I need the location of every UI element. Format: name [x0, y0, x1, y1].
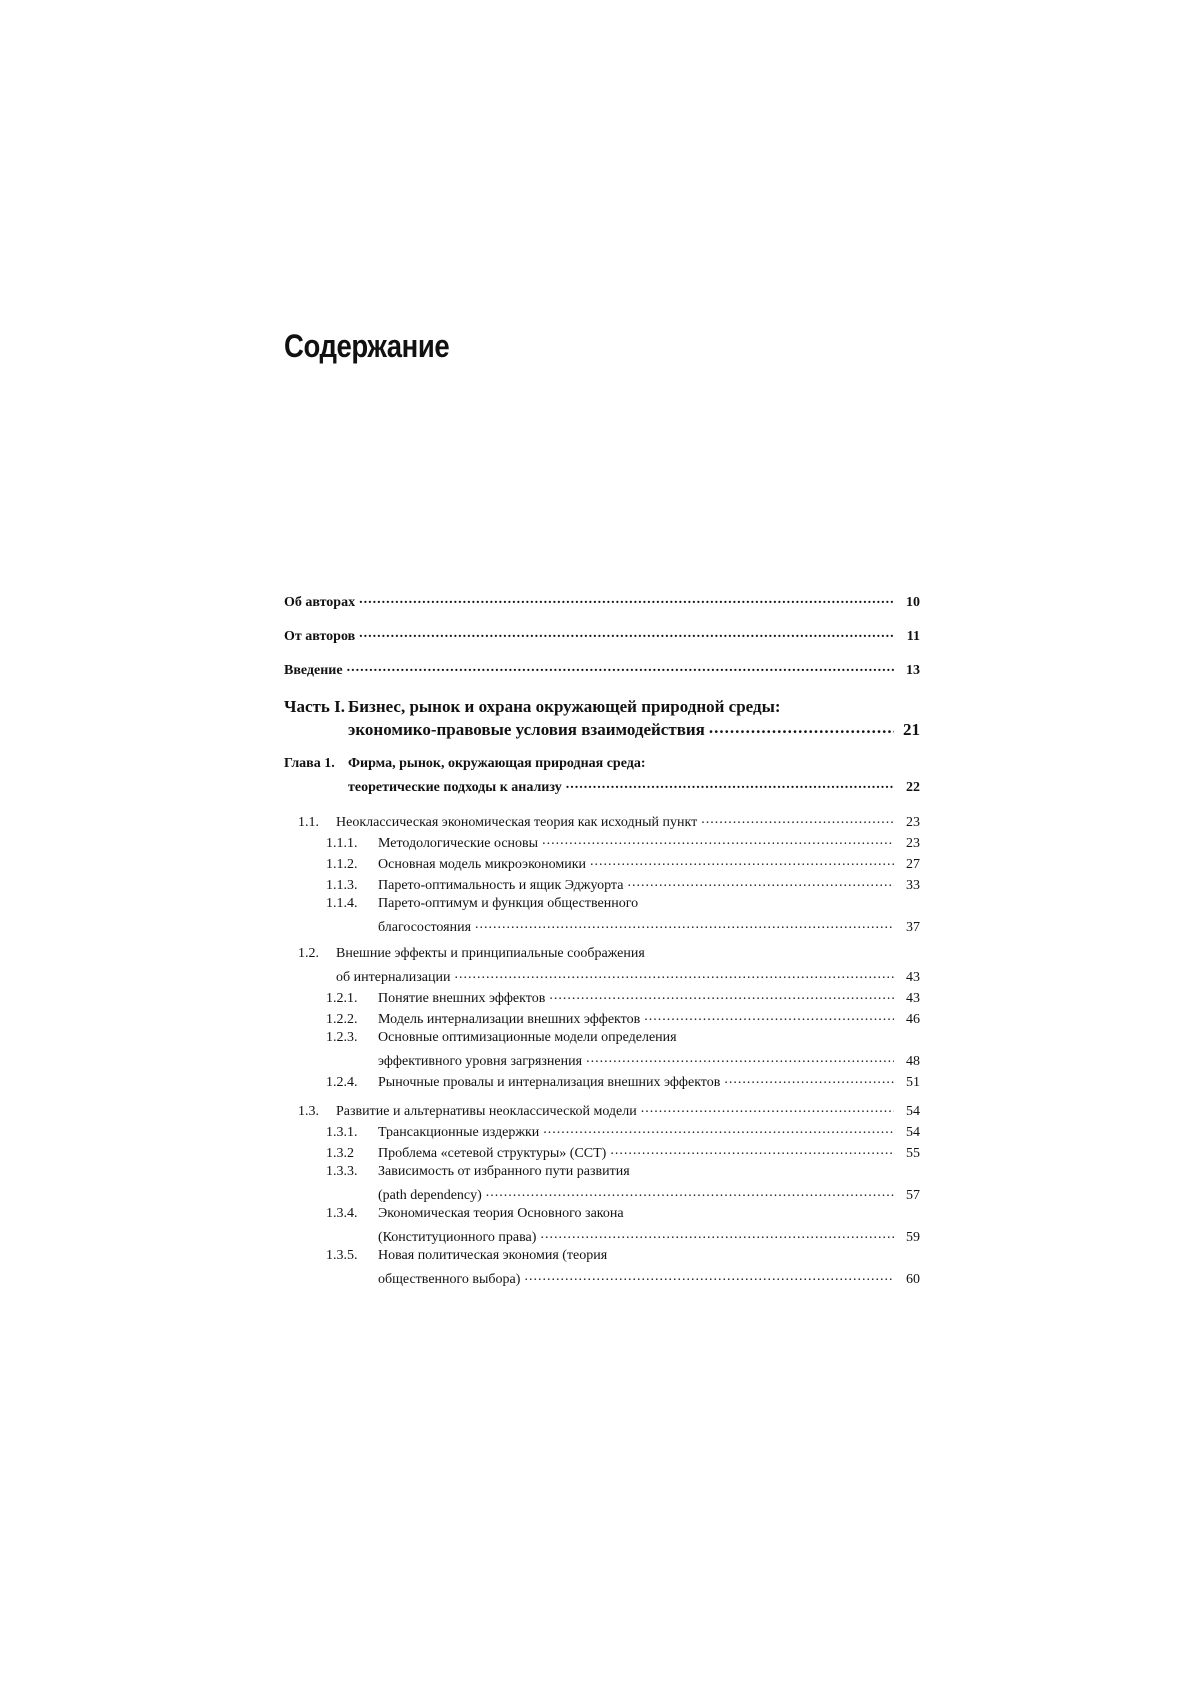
toc-subsection-title: Новая политическая экономия (теория — [378, 1248, 608, 1263]
toc-subsection-title: Проблема «сетевой структуры» (ССТ) — [378, 1146, 607, 1161]
toc-subsection-1-3-5-cont[interactable] — [326, 1269, 920, 1288]
toc-subsection-title: Рыночные провалы и интернализация внешних эффектов — [378, 1075, 721, 1090]
toc-part-label: Часть I. — [284, 697, 345, 716]
dot-leader — [641, 1101, 894, 1115]
toc-section-title: Внешние эффекты и принципиальные соображения — [336, 946, 645, 961]
toc-part-heading[interactable] — [284, 697, 920, 717]
toc-subsection-number: 1.1.3. — [326, 878, 358, 893]
toc-subsection-title: Парето-оптимум и функция общественного — [378, 896, 639, 911]
toc-page-number: 55 — [906, 1146, 920, 1161]
toc-page-number: 43 — [906, 991, 920, 1006]
toc-section-1-2-cont[interactable] — [298, 967, 920, 986]
toc-page-number: 48 — [906, 1054, 920, 1069]
toc-chapter-title-line: Фирма, рынок, окружающая природная среда: — [348, 756, 646, 771]
toc-subsection-number: 1.2.3. — [326, 1030, 358, 1045]
toc-page-number: 11 — [906, 629, 920, 644]
toc-subsection-number: 1.1.4. — [326, 896, 358, 911]
toc-subsection-title: Парето-оптимальность и ящик Эджуорта — [378, 878, 624, 893]
toc-page-number: 60 — [906, 1272, 920, 1287]
toc-page-number: 27 — [906, 857, 920, 872]
dot-leader — [524, 1269, 894, 1283]
toc-subsection-1-3-5[interactable] — [326, 1248, 920, 1264]
toc-subsection-number: 1.1.2. — [326, 857, 358, 872]
toc-subsection-number: 1.3.3. — [326, 1164, 358, 1179]
toc-page-number: 23 — [906, 836, 920, 851]
toc-page-number: 46 — [906, 1012, 920, 1027]
toc-subsection-title: Понятие внешних эффектов — [378, 991, 546, 1006]
toc-subsection-1-1-2[interactable] — [326, 854, 920, 873]
toc-subsection-1-1-4[interactable] — [326, 896, 920, 912]
dot-leader — [586, 1051, 894, 1065]
dot-leader — [359, 592, 894, 606]
toc-subsection-1-2-1[interactable] — [326, 988, 920, 1007]
toc-page-number: 13 — [906, 663, 920, 678]
toc-part-title-line: Бизнес, рынок и охрана окружающей природной среды: — [348, 697, 781, 716]
dot-leader — [644, 1009, 894, 1023]
dot-leader — [610, 1143, 894, 1157]
toc-subsection-number: 1.3.4. — [326, 1206, 358, 1221]
toc-page-number: 22 — [906, 780, 920, 795]
dot-leader — [543, 1122, 894, 1136]
toc-page-number: 21 — [903, 720, 920, 739]
toc-entry-title: Об авторах — [284, 595, 356, 610]
toc-page-number: 51 — [906, 1075, 920, 1090]
toc-subsection-1-1-3[interactable] — [326, 875, 920, 894]
toc-subsection-number: 1.3.5. — [326, 1248, 358, 1263]
toc-page-number: 54 — [906, 1125, 920, 1140]
toc-subsection-title: Основная модель микроэкономики — [378, 857, 587, 872]
toc-section-number: 1.2. — [298, 946, 319, 961]
toc-entry-about-authors[interactable] — [284, 592, 920, 611]
toc-entry-from-authors[interactable] — [284, 626, 920, 645]
toc-section-1-2[interactable] — [298, 946, 920, 962]
toc-subsection-1-3-4[interactable] — [326, 1206, 920, 1222]
toc-entry-title: Введение — [284, 663, 343, 678]
page-title: Содержание — [284, 328, 450, 364]
toc-page-number: 37 — [906, 920, 920, 935]
toc-subsection-1-3-3-cont[interactable] — [326, 1185, 920, 1204]
table-of-contents — [284, 0, 920, 1698]
toc-subsection-title: Зависимость от избранного пути развития — [378, 1164, 630, 1179]
toc-subsection-title: Основные оптимизационные модели определения — [378, 1030, 677, 1045]
toc-chapter-heading-cont[interactable] — [284, 777, 920, 796]
dot-leader — [540, 1227, 894, 1241]
toc-subsection-title: (path dependency) — [378, 1188, 482, 1203]
toc-page-number: 43 — [906, 970, 920, 985]
toc-subsection-1-3-3[interactable] — [326, 1164, 920, 1180]
dot-leader — [347, 660, 894, 674]
toc-chapter-label: Глава 1. — [284, 756, 335, 771]
toc-subsection-title: Методологические основы — [378, 836, 539, 851]
toc-chapter-title-line: теоретические подходы к анализу — [348, 780, 562, 795]
toc-subsection-1-2-4[interactable] — [326, 1072, 920, 1091]
dot-leader — [566, 777, 894, 791]
toc-subsection-title: Экономическая теория Основного закона — [378, 1206, 624, 1221]
dot-leader — [627, 875, 894, 889]
toc-section-1-3[interactable] — [298, 1101, 920, 1120]
dot-leader — [475, 917, 894, 931]
toc-page-number: 33 — [906, 878, 920, 893]
dot-leader — [549, 988, 894, 1002]
toc-chapter-heading[interactable] — [284, 756, 920, 772]
toc-section-title: об интернализации — [336, 970, 451, 985]
dot-leader — [454, 967, 894, 981]
toc-subsection-title: Трансакционные издержки — [378, 1125, 540, 1140]
toc-section-title: Неоклассическая экономическая теория как исходный пункт — [336, 815, 698, 830]
toc-part-title-line: экономико-правовые условия взаимодействия — [348, 720, 705, 739]
toc-subsection-number: 1.1.1. — [326, 836, 358, 851]
toc-subsection-1-3-4-cont[interactable] — [326, 1227, 920, 1246]
toc-subsection-1-2-3-cont[interactable] — [326, 1051, 920, 1070]
toc-page-number: 59 — [906, 1230, 920, 1245]
dot-leader — [359, 626, 894, 640]
dot-leader — [486, 1185, 894, 1199]
toc-subsection-number: 1.2.2. — [326, 1012, 358, 1027]
toc-subsection-1-1-1[interactable] — [326, 833, 920, 852]
dot-leader — [724, 1072, 894, 1086]
toc-subsection-number: 1.3.1. — [326, 1125, 358, 1140]
toc-page-number: 23 — [906, 815, 920, 830]
toc-page-number: 10 — [906, 595, 920, 610]
toc-subsection-number: 1.3.2 — [326, 1146, 354, 1161]
toc-section-1-1[interactable] — [298, 812, 920, 831]
dot-leader — [590, 854, 894, 868]
toc-subsection-title: эффективного уровня загрязнения — [378, 1054, 583, 1069]
toc-subsection-1-3-1[interactable] — [326, 1122, 920, 1141]
toc-subsection-number: 1.2.1. — [326, 991, 358, 1006]
toc-section-title: Развитие и альтернативы неоклассической модели — [336, 1104, 637, 1119]
toc-subsection-title: (Конституционного права) — [378, 1230, 537, 1245]
toc-section-number: 1.3. — [298, 1104, 319, 1119]
toc-subsection-title: Модель интернализации внешних эффектов — [378, 1012, 641, 1027]
toc-subsection-title: благосостояния — [378, 920, 472, 935]
toc-page-number: 57 — [906, 1188, 920, 1203]
dot-leader — [542, 833, 894, 847]
toc-subsection-1-2-3[interactable] — [326, 1030, 920, 1046]
dot-leader — [709, 718, 894, 735]
toc-entry-title: От авторов — [284, 629, 356, 644]
toc-subsection-1-1-4-cont[interactable] — [326, 917, 920, 936]
toc-subsection-1-3-2[interactable] — [326, 1143, 920, 1162]
toc-subsection-1-2-2[interactable] — [326, 1009, 920, 1028]
toc-section-number: 1.1. — [298, 815, 319, 830]
toc-subsection-number: 1.2.4. — [326, 1075, 358, 1090]
toc-part-heading-cont[interactable] — [284, 718, 920, 740]
toc-page-number: 54 — [906, 1104, 920, 1119]
dot-leader — [701, 812, 894, 826]
toc-entry-introduction[interactable] — [284, 660, 920, 679]
toc-subsection-title: общественного выбора) — [378, 1272, 521, 1287]
